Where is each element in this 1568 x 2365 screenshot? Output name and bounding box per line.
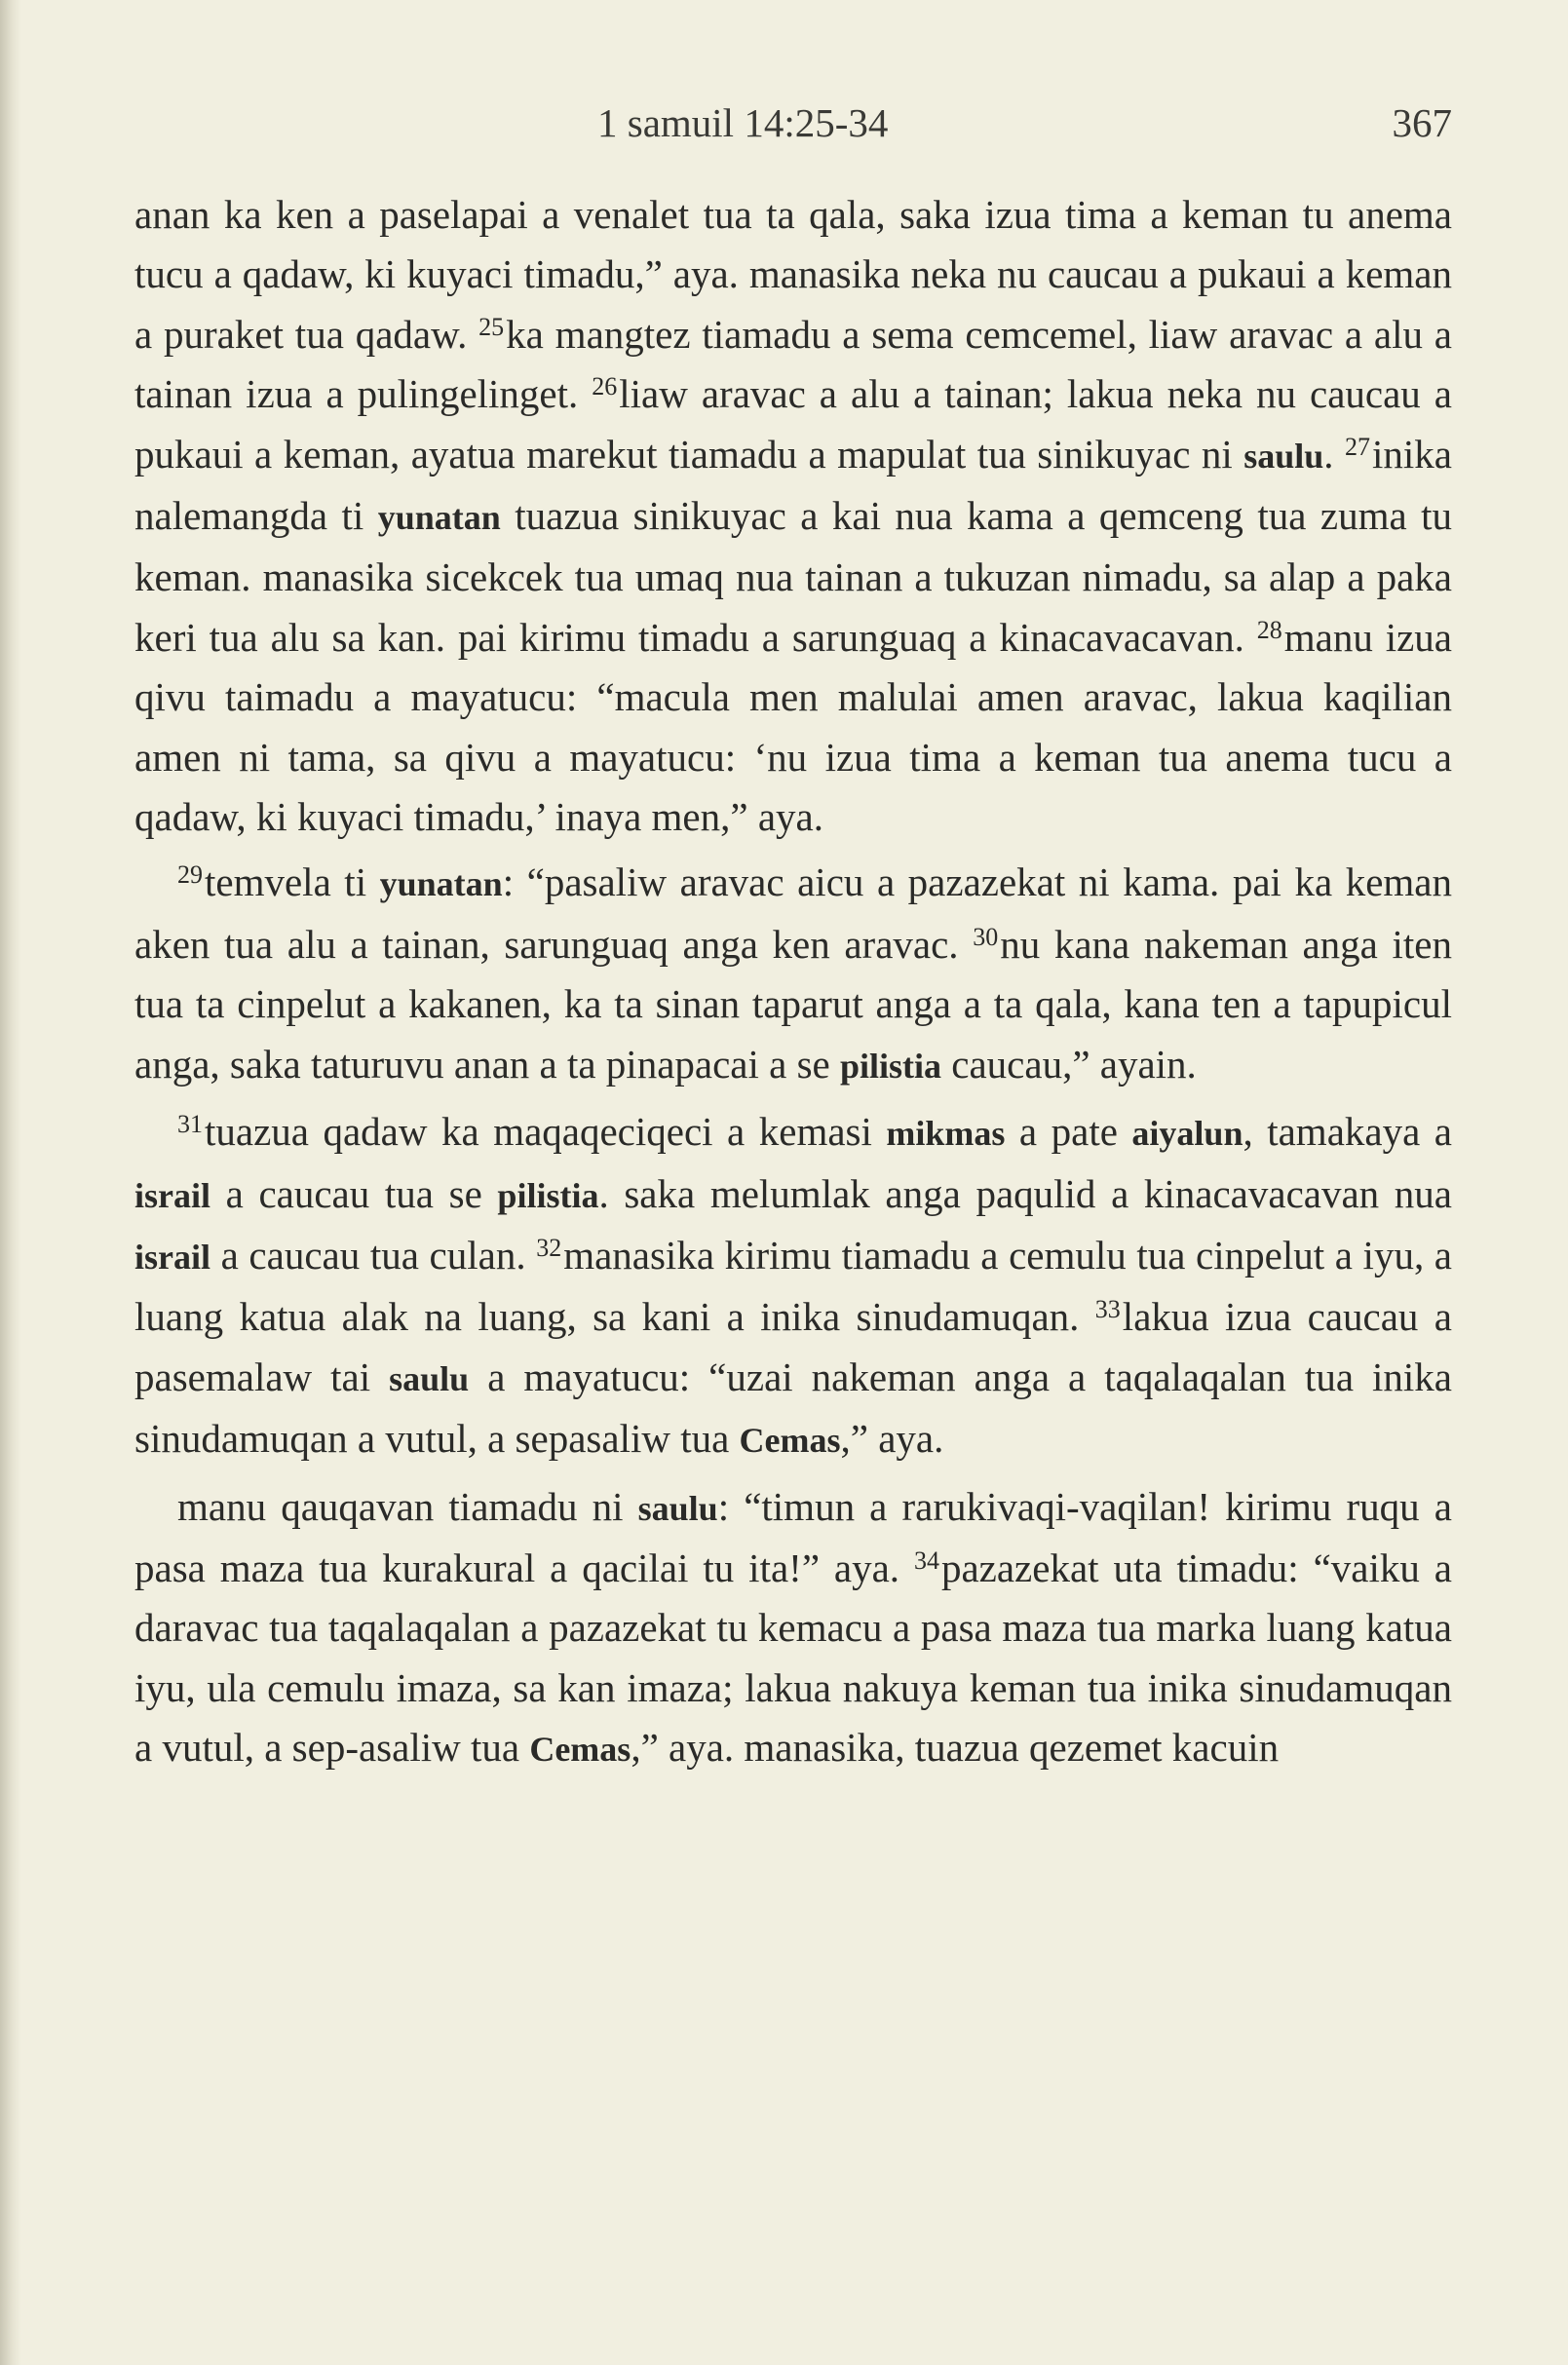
- text-run: manasika kirimu tiamadu a cemulu tua cinpelut a iyu, a luang katua alak na luang, sa kani a inika sinudamuqan.: [134, 1232, 1452, 1340]
- text-run: anan ka ken a paselapai a venalet tua ta qala, saka izua tima a keman tu anema tucu a qadaw, ki kuyaci timadu,” aya. manasika neka nu caucau a pukaui a keman a puraket tua qadaw.: [134, 192, 1452, 357]
- text-run: caucau,” ayain.: [941, 1041, 1197, 1087]
- proper-name: pilistia: [840, 1046, 942, 1086]
- proper-name: yunatan: [377, 498, 501, 538]
- verse-number: 25: [478, 312, 505, 341]
- verse-number: 26: [592, 372, 618, 401]
- text-run: .: [1323, 431, 1346, 477]
- text-run: manu qauqavan tiamadu ni: [177, 1483, 638, 1529]
- paragraph: [134, 1477, 1452, 1780]
- text-run: a mayatucu: “uzai nakeman anga a taqalaqalan tua inika sinudamuqan a vutul, a sepasaliw tua: [134, 1354, 1452, 1462]
- page-number: 367: [1392, 100, 1452, 145]
- text-run: a caucau tua se: [210, 1170, 498, 1216]
- text-run: : “pasaliw aravac aicu a pazazekat ni kama. pai ka keman aken tua alu a tainan, sarunguaq anga ken aravac.: [134, 859, 1452, 967]
- book-page: [134, 90, 1452, 1780]
- text-run: lakua izua caucau a pasemalaw tai: [134, 1294, 1452, 1399]
- text-run: inika nalemangda ti: [134, 431, 1452, 539]
- page-header: [134, 90, 1452, 158]
- proper-name: israil: [134, 1175, 210, 1215]
- proper-name: mikmas: [886, 1114, 1006, 1154]
- proper-name: Cemas: [529, 1730, 631, 1770]
- text-run: , tamakaya a: [1243, 1109, 1452, 1155]
- proper-name: pilistia: [497, 1175, 599, 1215]
- text-run: : “timun a rarukivaqi-vaqilan! kirimu ruqu a pasa maza tua kurakural a qacilai tu ita!” aya.: [134, 1483, 1452, 1590]
- text-run: manu izua qivu taimadu a mayatucu: “macula men malulai amen aravac, lakua kaqilian amen ni tama, sa qivu a mayatucu: ‘nu izua tima a keman tua anema tucu a qadaw, ki kuyaci timadu,’ inaya men,” aya.: [134, 614, 1452, 840]
- scripture-text: [134, 185, 1452, 1780]
- verse-number: 34: [913, 1545, 939, 1575]
- text-run: pazazekat uta timadu: “vaiku a daravac tua taqalaqalan a pazazekat tu kemacu a pasa maza tua marka luang katua iyu, ula cemulu imaza, sa kan imaza; lakua nakuya keman tua inika sinudamuqan a vutul, a sep-asaliw tua: [134, 1545, 1452, 1771]
- proper-name: yunatan: [379, 864, 503, 904]
- text-run: temvela ti: [205, 859, 380, 905]
- text-run: . saka melumlak anga paqulid a kinacavacavan nua: [598, 1170, 1453, 1216]
- text-run: ka mangtez tiamadu a sema cemcemel, liaw aravac a alu a tainan izua a pulingelinget.: [134, 311, 1452, 417]
- paragraph: [134, 853, 1452, 1096]
- verse-number: 32: [536, 1233, 562, 1262]
- text-run: ,” aya. manasika, tuazua qezemet kacuin: [631, 1725, 1280, 1771]
- proper-name: aiyalun: [1131, 1114, 1243, 1154]
- text-run: nu kana nakeman anga iten tua ta cinpelut a kakanen, ka ta sinan taparut anga a ta qala, kana ten a tapupicul anga, saka taturuvu anan a ta pinapacai a se: [134, 921, 1452, 1087]
- running-head: 1 samuil 14:25-34: [597, 100, 889, 145]
- proper-name: Cemas: [739, 1421, 841, 1461]
- text-run: ,” aya.: [840, 1416, 944, 1462]
- verse-number: 28: [1256, 615, 1282, 644]
- paragraph: [134, 185, 1452, 847]
- verse-number: 29: [177, 860, 203, 890]
- text-run: liaw aravac a alu a tainan; lakua neka nu caucau a pukaui a keman, ayatua marekut tiamadu a mapulat tua sinikuyac ni: [134, 371, 1453, 477]
- verse-number: 27: [1345, 432, 1371, 461]
- text-run: a caucau tua culan.: [210, 1232, 537, 1278]
- text-run: a pate: [1005, 1109, 1132, 1155]
- verse-number: 30: [973, 922, 999, 951]
- text-run: tuazua sinikuyac a kai nua kama a qemceng tua zuma tu keman. manasika sicekcek tua umaq nua tainan a tukuzan nimadu, sa alap a paka keri tua alu sa kan. pai kirimu timadu a sarunguaq a kinacavacavan.: [134, 493, 1453, 660]
- verse-number: 31: [177, 1110, 203, 1139]
- proper-name: saulu: [637, 1488, 718, 1528]
- text-run: tuazua qadaw ka maqaqeciqeci a kemasi: [205, 1109, 887, 1155]
- verse-number: 33: [1094, 1295, 1121, 1324]
- page-spine-shadow: [0, 0, 21, 2365]
- proper-name: saulu: [1243, 436, 1324, 476]
- paragraph: [134, 1102, 1452, 1470]
- proper-name: saulu: [389, 1358, 470, 1398]
- proper-name: israil: [134, 1237, 210, 1277]
